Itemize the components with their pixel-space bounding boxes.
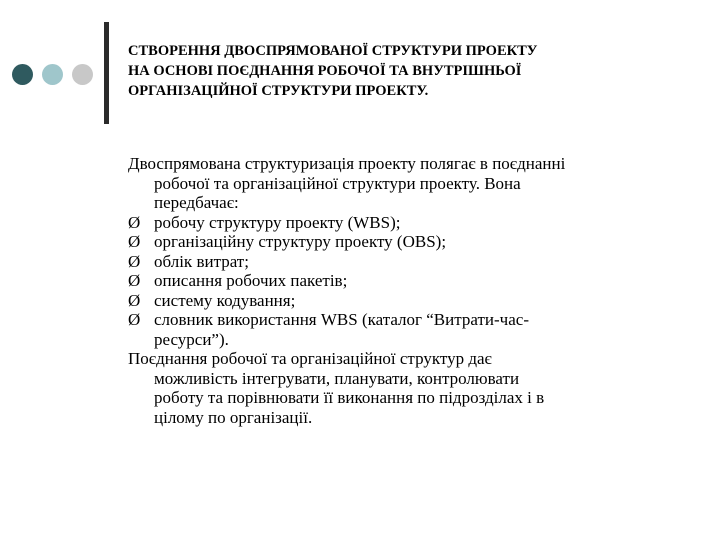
list-item-text: описання робочих пакетів; bbox=[154, 271, 348, 290]
dark-teal-dot-icon bbox=[12, 64, 33, 85]
intro-line: робочої та організаційної структури проекту. Вона bbox=[154, 173, 521, 193]
list-item-continuation: ресурси”). bbox=[154, 329, 229, 349]
list-item bbox=[128, 310, 688, 330]
list-item bbox=[128, 252, 688, 272]
intro-line: Двоспрямована структуризація проекту полягає в поєднанні bbox=[128, 154, 566, 173]
closing-line: роботу та порівнювати її виконання по підрозділах і в bbox=[154, 388, 545, 407]
title-divider-bar bbox=[104, 22, 109, 124]
list-item-text: систему кодування; bbox=[154, 290, 296, 310]
intro-line: передбачає: bbox=[154, 193, 239, 212]
decorative-dots bbox=[12, 64, 92, 86]
bullet-marker-icon: Ø bbox=[128, 232, 141, 251]
light-teal-dot-icon bbox=[42, 64, 63, 85]
closing-line: Поєднання робочої та організаційної структур дає bbox=[128, 349, 492, 368]
list-item bbox=[128, 232, 688, 252]
list-item-text: облік витрат; bbox=[154, 251, 249, 271]
title-line: ОРГАНІЗАЦІЙНОЇ СТРУКТУРИ ПРОЕКТУ. bbox=[128, 83, 429, 99]
title-line: СТВОРЕННЯ ДВОСПРЯМОВАНОЇ СТРУКТУРИ ПРОЕКТУ bbox=[128, 43, 538, 59]
list-item bbox=[128, 291, 688, 311]
list-item-text: робочу структуру проекту (WBS); bbox=[154, 212, 401, 232]
closing-line: можливість інтегрувати, планувати, контролювати bbox=[154, 368, 520, 388]
bullet-marker-icon: Ø bbox=[128, 251, 141, 271]
bullet-marker-icon: Ø bbox=[128, 310, 141, 329]
bullet-marker-icon: Ø bbox=[128, 271, 141, 290]
gray-dot-icon bbox=[72, 64, 93, 85]
slide-body bbox=[128, 154, 688, 427]
title-line: НА ОСНОВІ ПОЄДНАННЯ РОБОЧОЇ ТА ВНУТРІШНЬОЇ bbox=[128, 63, 522, 79]
slide-title bbox=[128, 41, 688, 101]
list-item bbox=[128, 271, 688, 291]
bullet-marker-icon: Ø bbox=[128, 290, 141, 310]
closing-line: цілому по організації. bbox=[154, 407, 313, 427]
bullet-marker-icon: Ø bbox=[128, 212, 141, 232]
list-item-text: організаційну структуру проекту (OBS); bbox=[154, 232, 447, 251]
list-item-text: словник використання WBS (каталог “Витрати-час- bbox=[154, 310, 529, 329]
list-item bbox=[128, 213, 688, 233]
